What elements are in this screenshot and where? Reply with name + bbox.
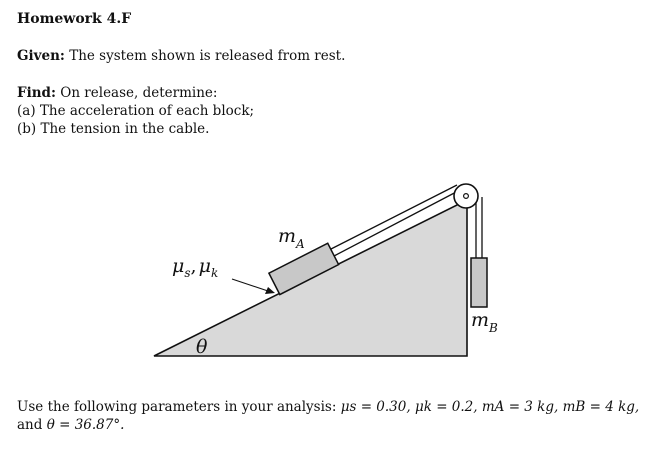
param-m-a: mA = 3 kg, [481, 399, 559, 415]
mass-a-label: $m_A$ [278, 225, 305, 251]
given-text: The system shown is released from rest. [69, 48, 346, 64]
parameters-paragraph [17, 398, 647, 434]
find-text: On release, determine: [60, 85, 218, 101]
find-item-b: (b) The tension in the cable. [17, 121, 210, 137]
param-conjunction: and [17, 417, 43, 433]
given-label: Given: [17, 48, 65, 64]
friction-label: $\mu_s$, $\mu_k$ [172, 255, 219, 280]
pulley-axle [464, 194, 469, 199]
friction-arrow-shaft [232, 279, 268, 291]
params-intro: Use the following parameters in your analysis: [17, 399, 337, 415]
param-theta: θ = 36.87°. [46, 417, 125, 433]
mass-b-label: $m_B$ [471, 309, 498, 335]
param-mu-s: μs = 0.30, [340, 399, 411, 415]
homework-title: Homework 4.F [17, 11, 132, 27]
find-item-a: (a) The acceleration of each block; [17, 103, 255, 119]
param-mu-k: μk = 0.2, [414, 399, 478, 415]
block-b [471, 258, 487, 307]
find-label: Find: [17, 85, 56, 101]
hanging-cable [476, 197, 482, 258]
angle-label: θ [196, 336, 208, 358]
friction-arrow-head [265, 287, 275, 294]
param-m-b: mB = 4 kg, [562, 399, 640, 415]
